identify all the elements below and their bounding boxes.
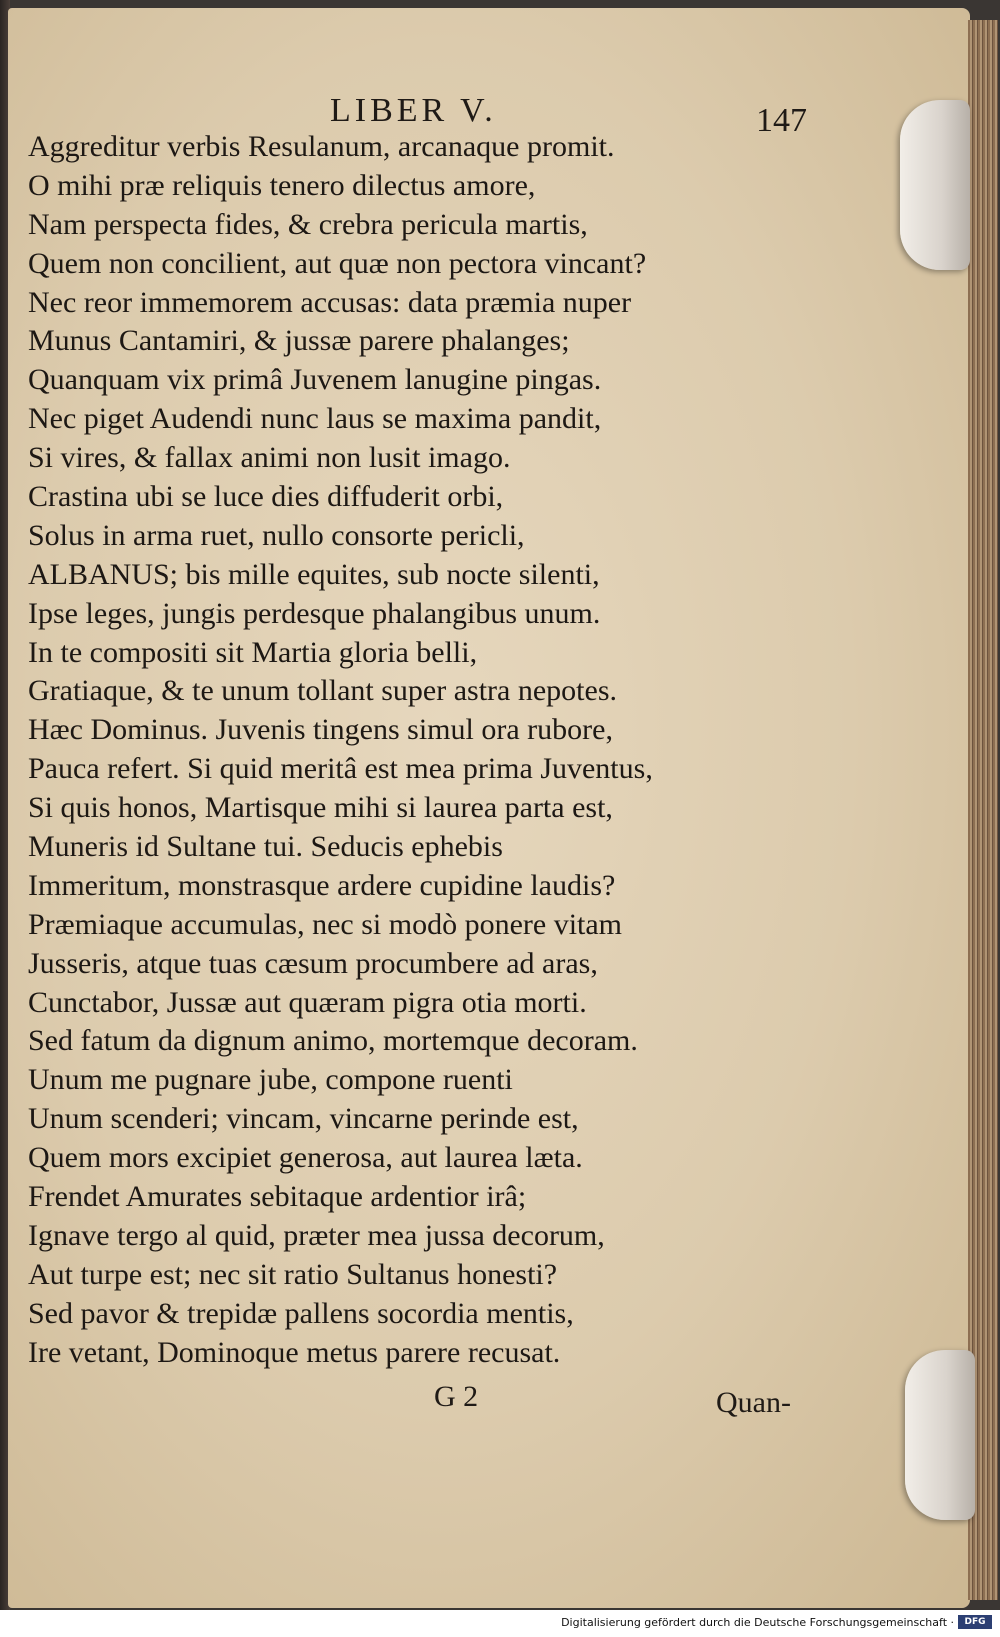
verse-line: Si vires, & fallax animi non lusit imago.	[28, 441, 511, 475]
verse-line: Unum scenderi; vincam, vincarne perinde est,	[28, 1102, 579, 1136]
verse-line: O mihi præ reliquis tenero dilectus amore,	[28, 168, 536, 202]
verse-line: Cunctabor, Jussæ aut quæram pigra otia morti.	[28, 985, 587, 1019]
signature-mark: G 2	[434, 1380, 479, 1413]
verse-line: Nec reor immemorem accusas: data præmia nuper	[28, 285, 632, 319]
verse-line: Pauca refert. Si quid meritâ est mea prima Juventus,	[28, 752, 653, 786]
footer-bar	[0, 1610, 1000, 1637]
verse-line: Aut turpe est; nec sit ratio Sultanus honesti?	[28, 1257, 558, 1291]
verse-line: Ignave tergo al quid, præter mea jussa decorum,	[28, 1218, 605, 1252]
verse-line: In te compositi sit Martia gloria belli,	[28, 635, 478, 669]
verse-line: Sed fatum da dignum animo, mortemque decoram.	[28, 1024, 638, 1058]
verse-line: Muneris id Sultane tui. Seducis ephebis	[28, 830, 503, 864]
verse-line: Unum me pugnare jube, compone ruenti	[28, 1063, 513, 1097]
running-head: LIBER V.	[330, 92, 497, 129]
verse-line: Nec piget Audendi nunc laus se maxima pandit,	[28, 402, 602, 436]
verse-line: Si quis honos, Martisque mihi si laurea parta est,	[28, 791, 613, 825]
verse-line: Quanquam vix primâ Juvenem lanugine pingas.	[28, 363, 602, 397]
verse-line: Præmiaque accumulas, nec si modò ponere vitam	[28, 907, 623, 941]
verse-line: Hæc Dominus. Juvenis tingens simul ora rubore,	[28, 713, 613, 747]
verse-line: Crastina ubi se luce dies diffuderit orbi,	[28, 480, 504, 514]
page-clip-bottom	[905, 1350, 975, 1520]
dfg-logo: DFG	[958, 1615, 992, 1629]
page-number: 147	[756, 102, 807, 139]
verse-line: Quem non concilient, aut quæ non pectora vincant?	[28, 246, 647, 280]
verse-line: Munus Cantamiri, & jussæ parere phalanges;	[28, 324, 570, 358]
verse-line: Quem mors excipiet generosa, aut laurea læta.	[28, 1141, 583, 1175]
verse-line: Nam perspecta fides, & crebra pericula martis,	[28, 207, 588, 241]
verse-line: Frendet Amurates sebitaque ardentior irâ;	[28, 1180, 527, 1214]
verse-line: Jusseris, atque tuas cæsum procumbere ad aras,	[28, 946, 598, 980]
verse-line: Gratiaque, & te unum tollant super astra nepotes.	[28, 674, 617, 708]
verse-line: Immeritum, monstrasque ardere cupidine laudis?	[28, 868, 616, 902]
verse-line: Sed pavor & trepidæ pallens socordia mentis,	[28, 1296, 574, 1330]
verse-block	[28, 128, 888, 1373]
catchword: Quan-	[716, 1386, 791, 1419]
verse-line: Aggreditur verbis Resulanum, arcanaque promit.	[28, 130, 615, 163]
verse-line: Ipse leges, jungis perdesque phalangibus unum.	[28, 596, 601, 630]
verse-line: Solus in arma ruet, nullo consorte pericli,	[28, 518, 525, 552]
digitization-credit: Digitalisierung gefördert durch die Deutsche Forschungsgemeinschaft ·	[561, 1616, 954, 1629]
verse-line: ALBANUS; bis mille equites, sub nocte silenti,	[28, 557, 600, 591]
page-clip-top	[900, 100, 970, 270]
verse-line: Ire vetant, Dominoque metus parere recusat.	[28, 1335, 561, 1369]
